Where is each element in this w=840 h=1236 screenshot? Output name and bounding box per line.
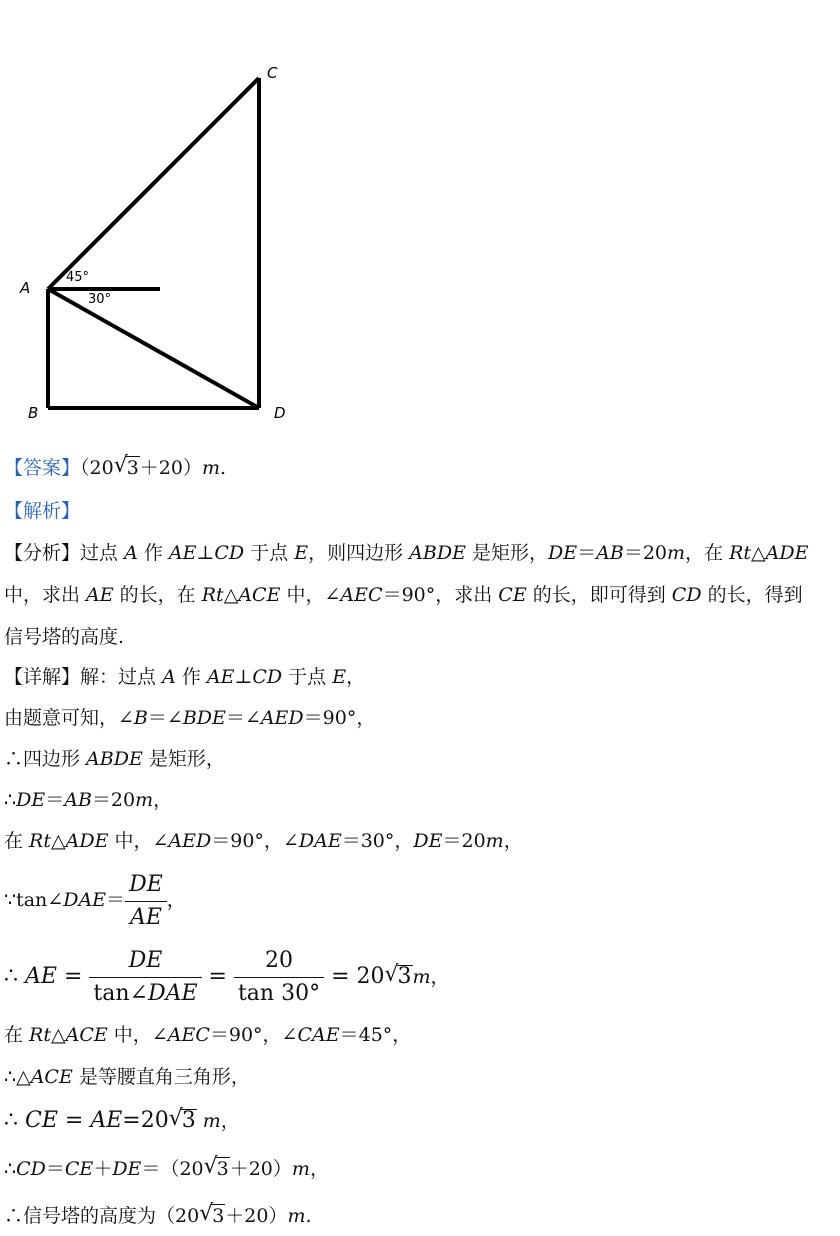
fraction: $\frac{DE}{AE}$ — [125, 871, 167, 932]
angle-label-30: 30° — [88, 292, 112, 307]
segment-ac — [48, 78, 259, 289]
sqrt: √ 3 — [199, 1203, 225, 1229]
sqrt: √ 3 — [114, 455, 140, 481]
point-label-c: C — [267, 64, 278, 82]
detail-line-2: 由题意可知，∠B＝∠BDE＝∠AED＝90°， — [4, 707, 376, 729]
fraction: $\frac{DE}{\text{tan∠DAE}}$ — [89, 947, 201, 1008]
answer-tag: 【答案】 — [4, 457, 81, 479]
detail-line-4: ∴DE＝AB＝20m， — [4, 789, 173, 811]
detail-line-8: 在 Rt△ACE 中，∠AEC＝90°，∠CAE＝45°， — [4, 1024, 412, 1046]
answer-rest: ＋20） — [139, 457, 202, 479]
answer-unit: m — [201, 457, 221, 479]
sqrt: √ 3 — [204, 1156, 230, 1182]
point-label-d: D — [274, 404, 286, 422]
geometry-figure — [0, 0, 840, 440]
detail-line-3: ∴四边形 ABDE 是矩形， — [4, 748, 225, 770]
answer-period: . — [220, 457, 227, 479]
analysis-tag: 【解析】 — [4, 500, 81, 522]
fraction: $\frac{20}{\tan 30^\circ}$ — [234, 947, 324, 1008]
detail-line-5: 在 Rt△ADE 中，∠AED＝90°，∠DAE＝30°，DE＝20m， — [4, 830, 523, 852]
point-label-a: A — [20, 279, 31, 297]
fenxi-line-1: 【分析】过点 A 作 AE⊥CD 于点 E，则四边形 ABDE 是矩形，DE＝AB＝20m，在 Rt△ADE — [4, 542, 809, 564]
fenxi-line-3: 信号塔的高度. — [4, 626, 125, 648]
detail-line-12: ∴信号塔的高度为（20√ 3＋20）m. — [4, 1203, 312, 1229]
point-label-b: B — [28, 404, 39, 422]
detail-line-6: ∵tan∠DAE＝ $\frac{DE}{AE}$ ， — [4, 871, 186, 930]
detail-line-7: ∴ AE = $\frac{DE}{\text{tan∠DAE}}$ = $\frac{20}{\tan 30^\circ}$ = 20√ 3m， — [4, 945, 450, 1009]
segment-ad — [48, 289, 259, 408]
answer-open: （20 — [80, 457, 114, 479]
angle-label-45: 45° — [66, 270, 90, 285]
detail-line-1: 【详解】解：过点 A 作 AE⊥CD 于点 E， — [4, 666, 366, 688]
answer-line — [4, 455, 226, 481]
fenxi-line-2: 中，求出 AE 的长，在 Rt△ACE 中，∠AEC＝90°，求出 CE 的长，即可得到 CD 的长，得到 — [4, 584, 803, 606]
detail-line-11: ∴CD＝CE＋DE＝（20√ 3＋20）m， — [4, 1156, 329, 1182]
detail-line-9: ∴△ACE 是等腰直角三角形， — [4, 1066, 250, 1088]
detail-line-10: ∴ CE = AE=20√ 3 m， — [4, 1108, 240, 1134]
sqrt: √ 3 — [385, 945, 413, 1009]
sqrt: √ 3 — [169, 1108, 197, 1134]
